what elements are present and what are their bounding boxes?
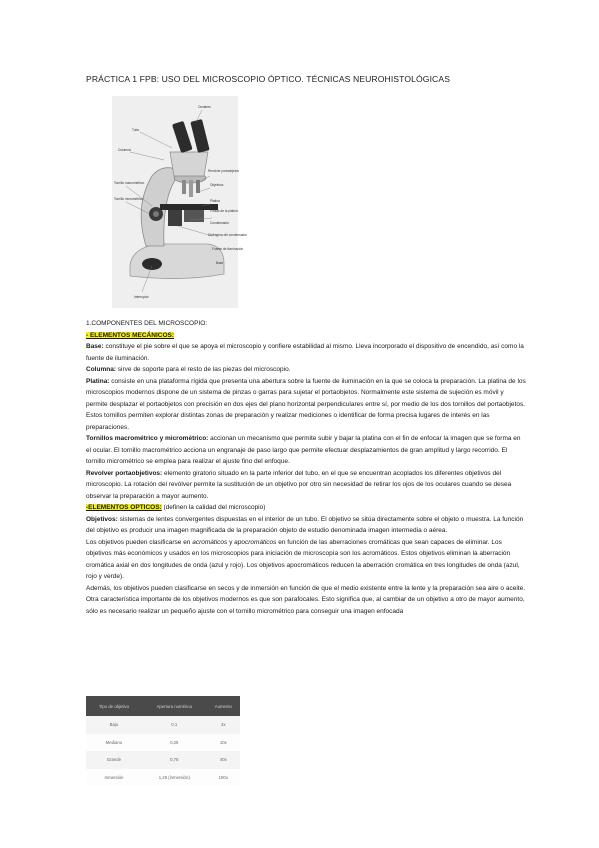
page-title: PRÁCTICA 1 FPB: USO DEL MICROSCOPIO ÓPTICO. TÉCNICAS NEUROHISTOLÓGICAS xyxy=(86,74,451,84)
label-oculares: Oculares xyxy=(198,105,211,109)
table-header: Aumento xyxy=(207,696,240,716)
label-fuente: Fuente de iluminación xyxy=(212,247,244,251)
label-condensador: Condensador xyxy=(210,221,230,225)
table-header: Apertura numérica xyxy=(142,696,207,716)
paragraph-parafocal: Otra característica importante de los objetivos modernos es que son parafocales. Esto significa que, al cambiar de un objetivo a otro de mayor aumento, sólo es necesario realizar un pequeño ajuste con el tornillo micrométrico para conseguir una imagen enfocada xyxy=(86,596,525,615)
paragraph-platina: Platina: consiste en una plataforma rígida que presenta una abertura sobre la fuente de iluminación en la que se coloca la preparación. La platina de los microscopios modernos dispone de un sistema de pinzas o garras para sujetar el portaobjetos. Normalmente este sistema de sujeción es móvil y permite desplazar el portaobjetos con precisión en dos ejes del plano horizontal perpendiculares entre sí, por medio de los dos tornillos del portaobjetos. Estos tornillos permiten explorar distintas zonas de preparación y realizar mediciones o identificar de forma precisa lugares de interés en las preparaciones. xyxy=(86,377,526,431)
label-micrometrico: Tornillo micrométrico xyxy=(114,197,144,201)
table-row: Grande 0,75 40x xyxy=(86,751,240,769)
paragraph-tornillos: Tornillos macrométrico y micrométrico: accionan un mecanismo que permite subir y bajar la platina con el fin de enfocar la imagen que se forma en el ocular. El tornillo macrométrico acciona un engranaje de paso largo que permite efectuar desplazamientos de gran amplitud y largo recorrido. El tornillo micrométrico se emplea para realizar el ajuste fino del enfoque. xyxy=(86,435,521,465)
paragraph-revolver: Revolver portaobjetivos: elemento giratorio situado en la parte inferior del tubo, en el que se encuentran acoplados los diferentes objetivos del microscopio. La rotación del revólver permite la sustitución de un objetivo por otro sin necesidad de retirar los ojos de los oculares cuando se desea observar la preparación a mayor aumento. xyxy=(86,469,512,500)
document-body xyxy=(86,318,526,617)
label-columna: Columna xyxy=(118,148,131,152)
label-tubo: Tubo xyxy=(132,128,140,132)
table-row: Bajo 0,1 4x xyxy=(86,716,240,734)
optical-heading-line: -ELEMENTOS OPTICOS: (definen la calidad del microscopio) xyxy=(86,504,266,511)
mechanical-heading: - ELEMENTOS MECÁNICOS: xyxy=(86,331,174,339)
microscope-figure xyxy=(112,96,248,308)
label-revolver: Revólver portaobjetos xyxy=(208,169,240,173)
section-heading: 1.COMPONENTES DEL MICROSCOPIO: xyxy=(86,320,208,327)
paragraph-base: Base: constituye el pie sobre el que se apoya el microscopio y confiere estabilidad al mismo. Lleva incorporado el dispositivo de encendido, así como la fuente de iluminación. xyxy=(86,343,524,362)
paragraph-ademas: Además, los objetivos pueden clasificarse en secos y de inmersión en función de que el medio existente entre la lente y la preparación sea aire o aceite. xyxy=(86,584,526,592)
microscope-icon xyxy=(112,96,248,308)
table-row: Mediano 0,25 10x xyxy=(86,734,240,752)
paragraph-columna: Columna: sirve de soporte para el resto de las piezas del microscopio. xyxy=(86,366,291,373)
table-row: Inmersión 1,25 (inmersión) 100x xyxy=(86,769,240,787)
label-macrometrico: Tornillo macrométrico xyxy=(114,181,145,185)
label-pinzas: Pinzas de la platina xyxy=(210,209,238,213)
label-interruptor: Interruptor xyxy=(134,295,149,299)
label-base: Base xyxy=(216,261,224,265)
label-platina: Platina xyxy=(210,199,220,203)
table-header: Tipo de objetivo xyxy=(86,696,142,716)
objectives-table xyxy=(86,696,240,786)
paragraph-objetivos: Objetivos: sistemas de lentes convergentes dispuestas en el interior de un tubo. El objetivo se sitúa directamente sobre el objeto o muestra. La función del objetivo es producir una imagen magnificada de la preparación objeto de estudio denominada imagen intermedia o aérea. xyxy=(86,515,524,534)
label-diafragma: Diafragma del condensador xyxy=(208,233,248,237)
optical-heading: -ELEMENTOS OPTICOS: xyxy=(86,504,162,511)
label-objetivos: Objetivos xyxy=(210,183,224,187)
paragraph-clasificacion: Los objetivos pueden clasificarse en acromáticos y apocromáticos en función de las aberraciones cromáticas que sean capaces de eliminar. Los objetivos más económicos y usados en los microscopios para iniciación de microscopía son los acromáticos. Estos objetivos eliminan la aberración cromática axial en dos longitudes de onda (azul y rojo). Los objetivos apocromáticos reducen la aberración cromática en tres longitudes de onda (azul, rojo y verde). xyxy=(86,538,520,580)
